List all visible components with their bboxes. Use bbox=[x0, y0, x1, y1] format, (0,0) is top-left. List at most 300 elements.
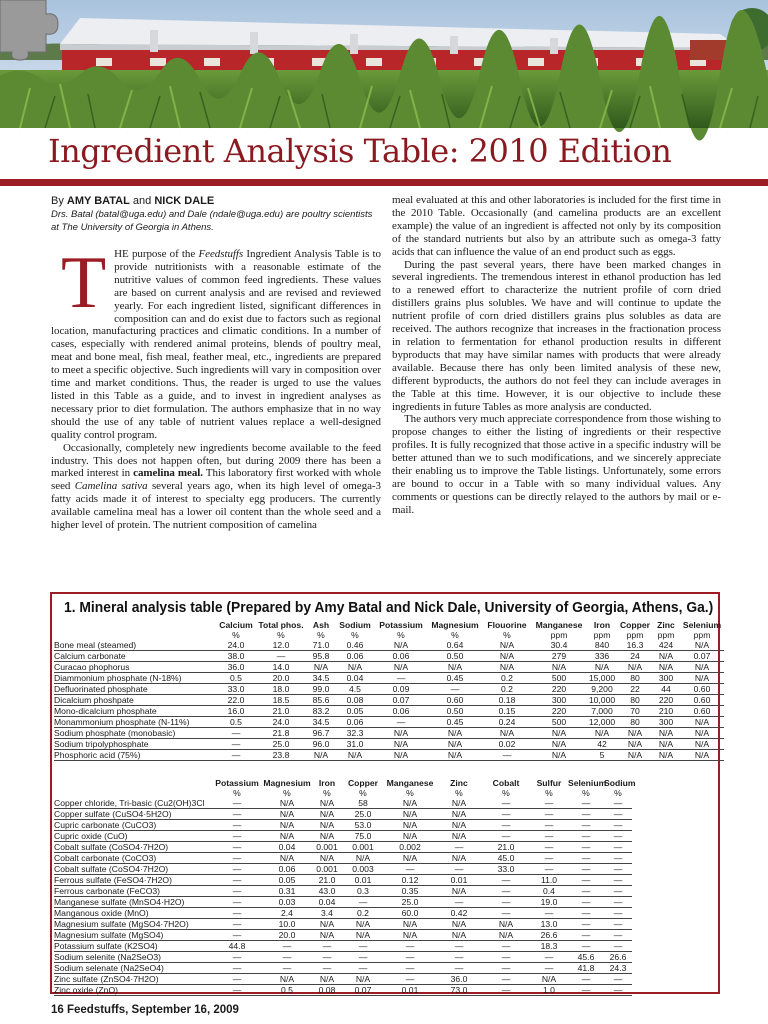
table-cell: N/A bbox=[384, 798, 436, 809]
table-cell: N/A bbox=[680, 717, 724, 728]
species-name: Camelina sativa bbox=[74, 480, 148, 493]
table-cell: 0.04 bbox=[262, 842, 312, 853]
table-cell: — bbox=[530, 798, 568, 809]
table-cell: 0.07 bbox=[374, 695, 428, 706]
table-row bbox=[54, 886, 632, 897]
table-cell: 0.09 bbox=[374, 684, 428, 695]
table-cell: 32.3 bbox=[336, 728, 374, 739]
farm-barn-cornfield-image bbox=[0, 0, 768, 128]
table-cell: N/A bbox=[482, 930, 530, 941]
header-blank bbox=[54, 620, 216, 630]
table-cell: — bbox=[530, 864, 568, 875]
table-cell: — bbox=[216, 739, 256, 750]
table-cell: — bbox=[212, 963, 262, 974]
table-cell: 0.24 bbox=[482, 717, 532, 728]
table-row bbox=[54, 919, 632, 930]
table-cell: 0.07 bbox=[680, 651, 724, 662]
ingredient-name: Manganese sulfate (MnSO4·H2O) bbox=[54, 897, 212, 908]
table-cell: 19.0 bbox=[530, 897, 568, 908]
ingredient-name: Mono-dicalcium phosphate bbox=[54, 706, 216, 717]
publication-name: Feedstuffs bbox=[198, 248, 244, 260]
table-cell: N/A bbox=[680, 750, 724, 761]
unit-label: % bbox=[359, 788, 367, 798]
table-cell: N/A bbox=[532, 728, 586, 739]
table-cell: N/A bbox=[312, 809, 342, 820]
table-cell: 16.3 bbox=[618, 640, 652, 651]
table-cell: N/A bbox=[312, 820, 342, 831]
table-cell: N/A bbox=[262, 853, 312, 864]
table-row bbox=[54, 864, 632, 875]
table-cell: — bbox=[604, 974, 632, 985]
table-cell: — bbox=[262, 941, 312, 952]
table-cell: 840 bbox=[586, 640, 618, 651]
table-cell: — bbox=[482, 750, 532, 761]
ingredient-name: Potassium sulfate (K2SO4) bbox=[54, 941, 212, 952]
table-cell: 75.0 bbox=[342, 831, 384, 842]
table-cell: N/A bbox=[262, 974, 312, 985]
table-cell: 0.46 bbox=[336, 640, 374, 651]
table-cell: N/A bbox=[384, 831, 436, 842]
table-cell: 14.0 bbox=[256, 662, 306, 673]
column-header: Cobalt bbox=[492, 778, 520, 788]
table-cell: 0.5 bbox=[262, 985, 312, 996]
table-cell: 0.2 bbox=[482, 684, 532, 695]
table-cell: N/A bbox=[530, 974, 568, 985]
table-cell: 0.001 bbox=[312, 842, 342, 853]
unit-label: % bbox=[451, 630, 459, 640]
table-cell: 0.001 bbox=[342, 842, 384, 853]
table-body bbox=[54, 640, 724, 761]
table-cell: — bbox=[604, 875, 632, 886]
table-cell: — bbox=[530, 952, 568, 963]
table-cell: — bbox=[212, 864, 262, 875]
table-cell: 45.6 bbox=[568, 952, 604, 963]
table-cell: N/A bbox=[482, 919, 530, 930]
table-cell: 4.5 bbox=[336, 684, 374, 695]
table-cell: 45.0 bbox=[482, 853, 530, 864]
table-cell: 0.01 bbox=[436, 875, 482, 886]
unit-label: ppm bbox=[657, 630, 675, 640]
ingredient-name: Sodium selenate (Na2SeO4) bbox=[54, 963, 212, 974]
table-cell: N/A bbox=[374, 739, 428, 750]
ingredient-name: Phosphoric acid (75%) bbox=[54, 750, 216, 761]
table-cell: 0.50 bbox=[428, 651, 482, 662]
table-cell: — bbox=[604, 919, 632, 930]
column-header: Zinc bbox=[450, 778, 468, 788]
table-cell: 1.0 bbox=[530, 985, 568, 996]
table-cell: 42 bbox=[586, 739, 618, 750]
table-cell: 10,000 bbox=[586, 695, 618, 706]
table-cell: 36.0 bbox=[436, 974, 482, 985]
table-cell: — bbox=[604, 985, 632, 996]
paragraph-text: several years ago, when its high level of omega-3 fatty acids made it of interest to specialty egg producers. The currently available camelina meal has a lower oil content than the whole seed and a higher level of protein. The nutrient composition of camelina bbox=[51, 480, 381, 532]
table-cell: — bbox=[212, 853, 262, 864]
header-blank bbox=[54, 778, 212, 788]
table-cell: — bbox=[568, 875, 604, 886]
table-cell: 0.05 bbox=[262, 875, 312, 886]
table-row bbox=[54, 717, 724, 728]
table-cell: 21.0 bbox=[312, 875, 342, 886]
table-cell: N/A bbox=[342, 930, 384, 941]
ingredient-name: Curacao phophorus bbox=[54, 662, 216, 673]
table-cell: N/A bbox=[680, 640, 724, 651]
column-header: Sodium bbox=[604, 778, 636, 788]
table-cell: 58 bbox=[342, 798, 384, 809]
table-cell: — bbox=[604, 798, 632, 809]
table-cell: 43.0 bbox=[312, 886, 342, 897]
table-cell: 0.08 bbox=[336, 695, 374, 706]
table-cell: — bbox=[436, 842, 482, 853]
table-cell: — bbox=[212, 897, 262, 908]
table-title: 1. Mineral analysis table (Prepared by Amy Batal and Nick Dale, University of Georgia, Athens, Ga.) bbox=[64, 600, 714, 616]
table-cell: 0.35 bbox=[384, 886, 436, 897]
ingredient-name: Manganous oxide (MnO) bbox=[54, 908, 212, 919]
table-cell: — bbox=[568, 798, 604, 809]
paragraph-continued: meal evaluated at this and other laboratories is included for the first time in the 2010 Table. Occasionally (and camelina products are an excellent example) the value of an ingredient is affected not only by its composition of the standard nutrients but also by an attribute such as omega-3 fatty acids that can influence the value of an end product such as eggs. bbox=[392, 194, 721, 258]
table-row bbox=[54, 728, 724, 739]
table-cell: N/A bbox=[680, 673, 724, 684]
unit-label: % bbox=[233, 788, 241, 798]
table-cell: 25.0 bbox=[256, 739, 306, 750]
table-cell: N/A bbox=[482, 640, 532, 651]
table-row bbox=[54, 640, 724, 651]
table-cell: — bbox=[530, 963, 568, 974]
table-cell: 0.02 bbox=[482, 739, 532, 750]
mineral-table-part2 bbox=[54, 778, 636, 996]
table-cell: — bbox=[436, 963, 482, 974]
table-cell: N/A bbox=[306, 750, 336, 761]
table-cell: — bbox=[568, 809, 604, 820]
table-cell: 0.50 bbox=[428, 706, 482, 717]
unit-label: % bbox=[232, 630, 240, 640]
author-name: NICK DALE bbox=[154, 195, 215, 207]
unit-label: % bbox=[503, 630, 511, 640]
table-cell: 0.06 bbox=[262, 864, 312, 875]
table-cell: 21.8 bbox=[256, 728, 306, 739]
table-cell: 18.3 bbox=[530, 941, 568, 952]
table-cell: — bbox=[604, 853, 632, 864]
table-cell: N/A bbox=[384, 930, 436, 941]
table-cell: — bbox=[312, 941, 342, 952]
table-cell: — bbox=[212, 886, 262, 897]
table-cell: — bbox=[384, 963, 436, 974]
table-cell: N/A bbox=[436, 798, 482, 809]
table-cell: — bbox=[482, 831, 530, 842]
table-cell: — bbox=[482, 798, 530, 809]
table-cell: N/A bbox=[312, 930, 342, 941]
table-row bbox=[54, 651, 724, 662]
table-cell: 0.60 bbox=[680, 706, 724, 717]
unit-label: % bbox=[614, 788, 622, 798]
table-row bbox=[54, 875, 632, 886]
table-cell: — bbox=[312, 963, 342, 974]
table-cell: — bbox=[530, 853, 568, 864]
table-cell: N/A bbox=[482, 728, 532, 739]
table-cell: — bbox=[482, 941, 530, 952]
table-cell: N/A bbox=[342, 974, 384, 985]
table-cell: 300 bbox=[532, 695, 586, 706]
table-cell: — bbox=[482, 875, 530, 886]
table-cell: — bbox=[568, 919, 604, 930]
column-header: Manganese bbox=[386, 778, 434, 788]
table-cell: 73.0 bbox=[436, 985, 482, 996]
ingredient-name: Magnesium sulfate (MgSO4) bbox=[54, 930, 212, 941]
table-cell: 33.0 bbox=[216, 684, 256, 695]
table-cell: 44.8 bbox=[212, 941, 262, 952]
table-cell: 0.03 bbox=[262, 897, 312, 908]
table-cell: — bbox=[312, 952, 342, 963]
table-cell: 0.15 bbox=[482, 706, 532, 717]
table-cell: N/A bbox=[262, 820, 312, 831]
table-cell: — bbox=[212, 952, 262, 963]
table-cell: 0.2 bbox=[342, 908, 384, 919]
table-cell: 0.42 bbox=[436, 908, 482, 919]
table-cell: 24 bbox=[618, 651, 652, 662]
table-row bbox=[54, 662, 724, 673]
table-cell: — bbox=[604, 809, 632, 820]
table-cell: — bbox=[212, 974, 262, 985]
table-cell: 22 bbox=[618, 684, 652, 695]
table-cell: 279 bbox=[532, 651, 586, 662]
table-cell: N/A bbox=[652, 662, 680, 673]
table-cell: 0.60 bbox=[680, 684, 724, 695]
column-header: Calcium bbox=[219, 620, 253, 630]
ingredient-name: Cobalt sulfate (CoSO4·7H2O) bbox=[54, 864, 212, 875]
unit-label: % bbox=[397, 630, 405, 640]
units-row bbox=[54, 788, 632, 798]
table-cell: 0.04 bbox=[312, 897, 342, 908]
table-cell: 0.4 bbox=[530, 886, 568, 897]
table-cell: N/A bbox=[262, 798, 312, 809]
table-cell: 21.0 bbox=[256, 706, 306, 717]
table-cell: — bbox=[436, 952, 482, 963]
table-cell: N/A bbox=[436, 809, 482, 820]
ingredient-name: Sodium phosphate (monobasic) bbox=[54, 728, 216, 739]
table-cell: N/A bbox=[680, 728, 724, 739]
table-cell: — bbox=[384, 864, 436, 875]
table-row bbox=[54, 739, 724, 750]
column-header: Copper bbox=[619, 620, 651, 630]
table-cell: 3.4 bbox=[312, 908, 342, 919]
table-cell: — bbox=[568, 831, 604, 842]
table-cell: 0.07 bbox=[342, 985, 384, 996]
table-cell: 34.5 bbox=[306, 673, 336, 684]
ingredient-name: Cupric carbonate (CuCO3) bbox=[54, 820, 212, 831]
ingredient-name: Defluorinated phosphate bbox=[54, 684, 216, 695]
table-row bbox=[54, 842, 632, 853]
table-cell: 53.0 bbox=[342, 820, 384, 831]
table-cell: 2.4 bbox=[262, 908, 312, 919]
table-cell: N/A bbox=[262, 809, 312, 820]
table-row bbox=[54, 673, 724, 684]
puzzle-piece-icon bbox=[0, 0, 62, 60]
table-cell: N/A bbox=[680, 662, 724, 673]
table-cell: 500 bbox=[532, 673, 586, 684]
paragraph-text: This laboratory first worked with whole seed bbox=[51, 467, 382, 493]
table-cell: — bbox=[262, 952, 312, 963]
table-cell: — bbox=[428, 684, 482, 695]
column-header: Manganese bbox=[535, 620, 583, 630]
paragraph bbox=[51, 242, 381, 442]
table-cell: — bbox=[530, 908, 568, 919]
table-cell: — bbox=[568, 974, 604, 985]
table-cell: — bbox=[482, 952, 530, 963]
table-row bbox=[54, 750, 724, 761]
table-cell: — bbox=[436, 897, 482, 908]
table-cell: — bbox=[212, 875, 262, 886]
drop-cap: T bbox=[61, 242, 107, 324]
table-cell: 80 bbox=[618, 717, 652, 728]
table-cell: 500 bbox=[532, 717, 586, 728]
table-cell: — bbox=[216, 728, 256, 739]
table-cell: — bbox=[530, 820, 568, 831]
table-cell: 5 bbox=[586, 750, 618, 761]
ingredient-name: Bone meal (steamed) bbox=[54, 640, 216, 651]
table-cell: — bbox=[568, 842, 604, 853]
unit-label: % bbox=[351, 630, 359, 640]
table-cell: N/A bbox=[652, 728, 680, 739]
table-cell: N/A bbox=[482, 651, 532, 662]
table-cell: — bbox=[604, 820, 632, 831]
table-cell: N/A bbox=[336, 662, 374, 673]
table-cell: 0.5 bbox=[216, 717, 256, 728]
table-cell: — bbox=[530, 831, 568, 842]
table-cell: 13.0 bbox=[530, 919, 568, 930]
table-cell: — bbox=[212, 930, 262, 941]
table-cell: — bbox=[256, 651, 306, 662]
table-cell: 0.18 bbox=[482, 695, 532, 706]
table-cell: 70 bbox=[618, 706, 652, 717]
table-cell: 210 bbox=[652, 706, 680, 717]
table-cell: — bbox=[482, 809, 530, 820]
column-header-row bbox=[54, 778, 632, 788]
table-cell: — bbox=[568, 853, 604, 864]
table-cell: — bbox=[604, 886, 632, 897]
table-row bbox=[54, 963, 632, 974]
table-cell: 20.0 bbox=[256, 673, 306, 684]
column-header: Iron bbox=[318, 778, 336, 788]
table-cell: — bbox=[212, 798, 262, 809]
table-cell: — bbox=[482, 908, 530, 919]
table-cell: N/A bbox=[436, 820, 482, 831]
table-cell: 22.0 bbox=[216, 695, 256, 706]
column-header: Magnesium bbox=[431, 620, 479, 630]
column-header: Total phos. bbox=[258, 620, 304, 630]
table-row bbox=[54, 985, 632, 996]
byline-prefix: By bbox=[51, 195, 64, 207]
table-row bbox=[54, 684, 724, 695]
unit-label: ppm bbox=[693, 630, 711, 640]
table-cell: 0.60 bbox=[428, 695, 482, 706]
table-cell: N/A bbox=[262, 831, 312, 842]
table-cell: — bbox=[384, 952, 436, 963]
emphasis-text: camelina meal. bbox=[133, 467, 203, 480]
table-cell: 0.06 bbox=[374, 651, 428, 662]
table-cell: 25.0 bbox=[342, 809, 384, 820]
table-cell: N/A bbox=[532, 662, 586, 673]
table-cell: 18.0 bbox=[256, 684, 306, 695]
table-cell: — bbox=[374, 673, 428, 684]
table-cell: N/A bbox=[342, 853, 384, 864]
table-cell: — bbox=[384, 941, 436, 952]
table-cell: 38.0 bbox=[216, 651, 256, 662]
table-cell: — bbox=[604, 864, 632, 875]
table-cell: — bbox=[530, 842, 568, 853]
table-header bbox=[54, 620, 724, 640]
table-cell: N/A bbox=[618, 662, 652, 673]
table-cell: 15,000 bbox=[586, 673, 618, 684]
table-cell: — bbox=[604, 941, 632, 952]
table-header bbox=[54, 778, 636, 798]
unit-label: ppm bbox=[550, 630, 568, 640]
table-row bbox=[54, 831, 632, 842]
table-cell: 0.003 bbox=[342, 864, 384, 875]
byline-and: and bbox=[132, 195, 152, 207]
table-row bbox=[54, 706, 724, 717]
paragraph: During the past several years, there have been marked changes in several ingredients. The tremendous interest in ethanol production has led to a renewed effort to characterize the nutrient profile of corn dried distillers grains plus solubles. We have and will continue to update the nutrient profile of corn dried distillers grains plus solubles as data are received. The authors recognize that increases in the fractionation process in relation to fermentation for ethanol production results in different byproducts that may have similar names with products that were already available. Because there has only been limited analysis of these new, different byproducts, the authors do not feel they can include averages in the Table at this time. However, it is our objective to include these ingredients in future Tables as more analysis are conducted. bbox=[392, 258, 721, 413]
paragraph bbox=[51, 442, 381, 532]
table-cell: N/A bbox=[342, 919, 384, 930]
table-cell: — bbox=[604, 908, 632, 919]
table-cell: 71.0 bbox=[306, 640, 336, 651]
table-cell: — bbox=[568, 985, 604, 996]
unit-label: % bbox=[406, 788, 414, 798]
table-cell: N/A bbox=[482, 662, 532, 673]
table-cell: 424 bbox=[652, 640, 680, 651]
unit-label: % bbox=[545, 788, 553, 798]
table-cell: N/A bbox=[374, 640, 428, 651]
unit-label: ppm bbox=[593, 630, 611, 640]
table-cell: N/A bbox=[428, 728, 482, 739]
unit-label bbox=[54, 630, 216, 640]
table-row bbox=[54, 695, 724, 706]
table-cell: N/A bbox=[306, 662, 336, 673]
unit-label: % bbox=[502, 788, 510, 798]
table-cell: 24.0 bbox=[216, 640, 256, 651]
column-header: Ash bbox=[312, 620, 330, 630]
table-cell: — bbox=[374, 717, 428, 728]
table-cell: N/A bbox=[374, 750, 428, 761]
table-cell: N/A bbox=[384, 809, 436, 820]
table-cell: N/A bbox=[436, 853, 482, 864]
table-cell: 26.6 bbox=[604, 952, 632, 963]
table-cell: 25.0 bbox=[384, 897, 436, 908]
table-cell: 9,200 bbox=[586, 684, 618, 695]
table-cell: N/A bbox=[312, 853, 342, 864]
table-cell: 0.2 bbox=[482, 673, 532, 684]
table-cell: 0.002 bbox=[384, 842, 436, 853]
table-cell: — bbox=[342, 963, 384, 974]
table-cell: 220 bbox=[532, 684, 586, 695]
table-cell: 300 bbox=[652, 673, 680, 684]
article-column-right bbox=[392, 194, 721, 517]
table-cell: — bbox=[262, 963, 312, 974]
table-cell: — bbox=[212, 820, 262, 831]
unit-label: % bbox=[455, 788, 463, 798]
author-name: AMY BATAL bbox=[66, 195, 130, 207]
table-cell: N/A bbox=[428, 662, 482, 673]
column-header: Selenium bbox=[682, 620, 722, 630]
table-cell: — bbox=[530, 809, 568, 820]
column-header-row bbox=[54, 620, 724, 630]
table-cell: 95.8 bbox=[306, 651, 336, 662]
table-cell: N/A bbox=[532, 750, 586, 761]
table-cell: — bbox=[212, 831, 262, 842]
page-footer: 16 Feedstuffs, September 16, 2009 bbox=[51, 1004, 239, 1016]
table-cell: N/A bbox=[436, 886, 482, 897]
paragraph-text: Ingredient Analysis Table is to provide nutritionists with a reasonable estimate of the nutritive values of common feed ingredients. These values are based on current analysis and are revised and reviewed yearly. For each ingredient listed, significant differences in composition can and do exist due to factors such as regional location, manufacturing practices and climatic conditions. In a number of cases, especially with rendered animal proteins, blends of poultry meal, meat and bone meal, fish meal, feather meal, etc., ingredients are prepared to meet a specific objective. Such ingredients will vary in composition over time and market conditions. Thus, the reader is urged to use the values listed in this Table as a guide, and to invest in ingredient analyses as necessary prior to diet formulation. The authors emphasize that in no way should the use of any table of nutrient values replace a well-designed quality control program. bbox=[51, 248, 381, 441]
table-cell: — bbox=[212, 809, 262, 820]
